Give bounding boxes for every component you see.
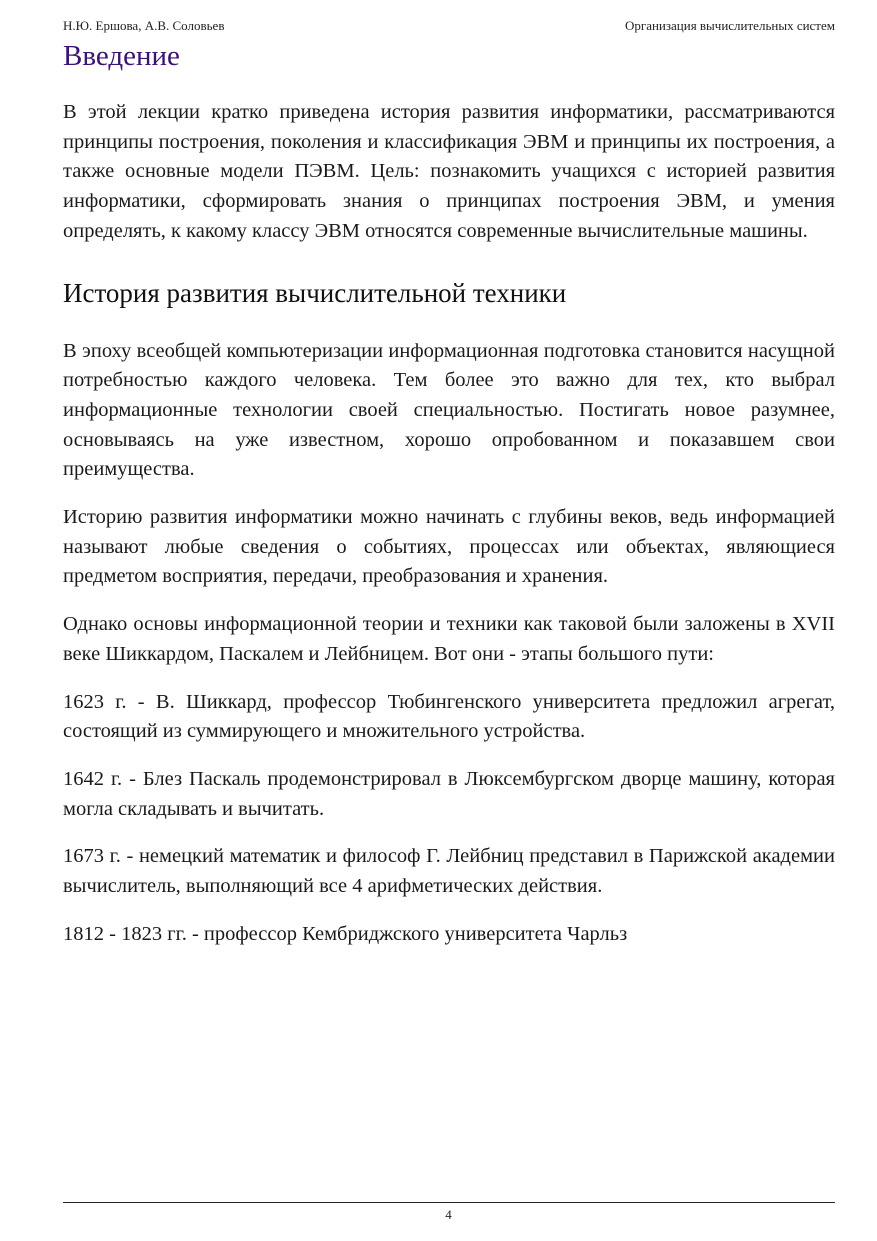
- page-number: 4: [445, 1207, 452, 1222]
- history-paragraph: Историю развития информатики можно начинать с глубины веков, ведь информацией называют любые сведения о событиях, процессах или объектах, являющиеся предметом восприятия, передачи, преобразования и хранения.: [63, 506, 835, 588]
- history-paragraph: 1812 - 1823 гг. - профессор Кембриджского университета Чарльз: [63, 922, 628, 945]
- history-paragraph: Однако основы информационной теории и техники как таковой были заложены в XVII веке Шиккардом, Паскалем и Лейбницем. Вот они - этапы большого пути:: [63, 613, 835, 665]
- history-paragraph: В эпоху всеобщей компьютеризации информационная подготовка становится насущной потребностью каждого человека. Тем более это важно для тех, кто выбрал информационные технологии своей специальностью. Постигать новое разумнее, основываясь на уже известном, хорошо опробованном и показавшем свои преимущества.: [63, 339, 835, 481]
- document-content: [63, 36, 835, 949]
- section-title-history: История развития вычислительной техники: [63, 277, 567, 308]
- history-paragraph: 1673 г. - немецкий математик и философ Г. Лейбниц представил в Парижской академии вычислитель, выполняющий все 4 арифметических действия.: [63, 845, 835, 898]
- header-authors: Н.Ю. Ершова, А.В. Соловьев: [63, 18, 225, 33]
- section-title-intro: Введение: [63, 40, 180, 72]
- footer-divider: [63, 1202, 835, 1203]
- history-paragraph: 1642 г. - Блез Паскаль продемонстрировал в Люксембургском дворце машину, которая могла складывать и вычитать.: [63, 767, 835, 820]
- intro-paragraph: В этой лекции кратко приведена история развития информатики, рассматриваются принципы построения, поколения и классификация ЭВМ и принципы их построения, а также основные модели ПЭВМ. Цель: познакомить учащихся с историей развития информатики, сформировать знания о принципах построения ЭВМ, и умения определять, к какому классу ЭВМ относятся современные вычислительные машины.: [63, 101, 835, 242]
- header-course-title: Организация вычислительных систем: [624, 18, 835, 33]
- history-paragraph: 1623 г. - В. Шиккард, профессор Тюбингенского университета предложил агрегат, состоящий из суммирующего и множительного устройства.: [63, 690, 835, 743]
